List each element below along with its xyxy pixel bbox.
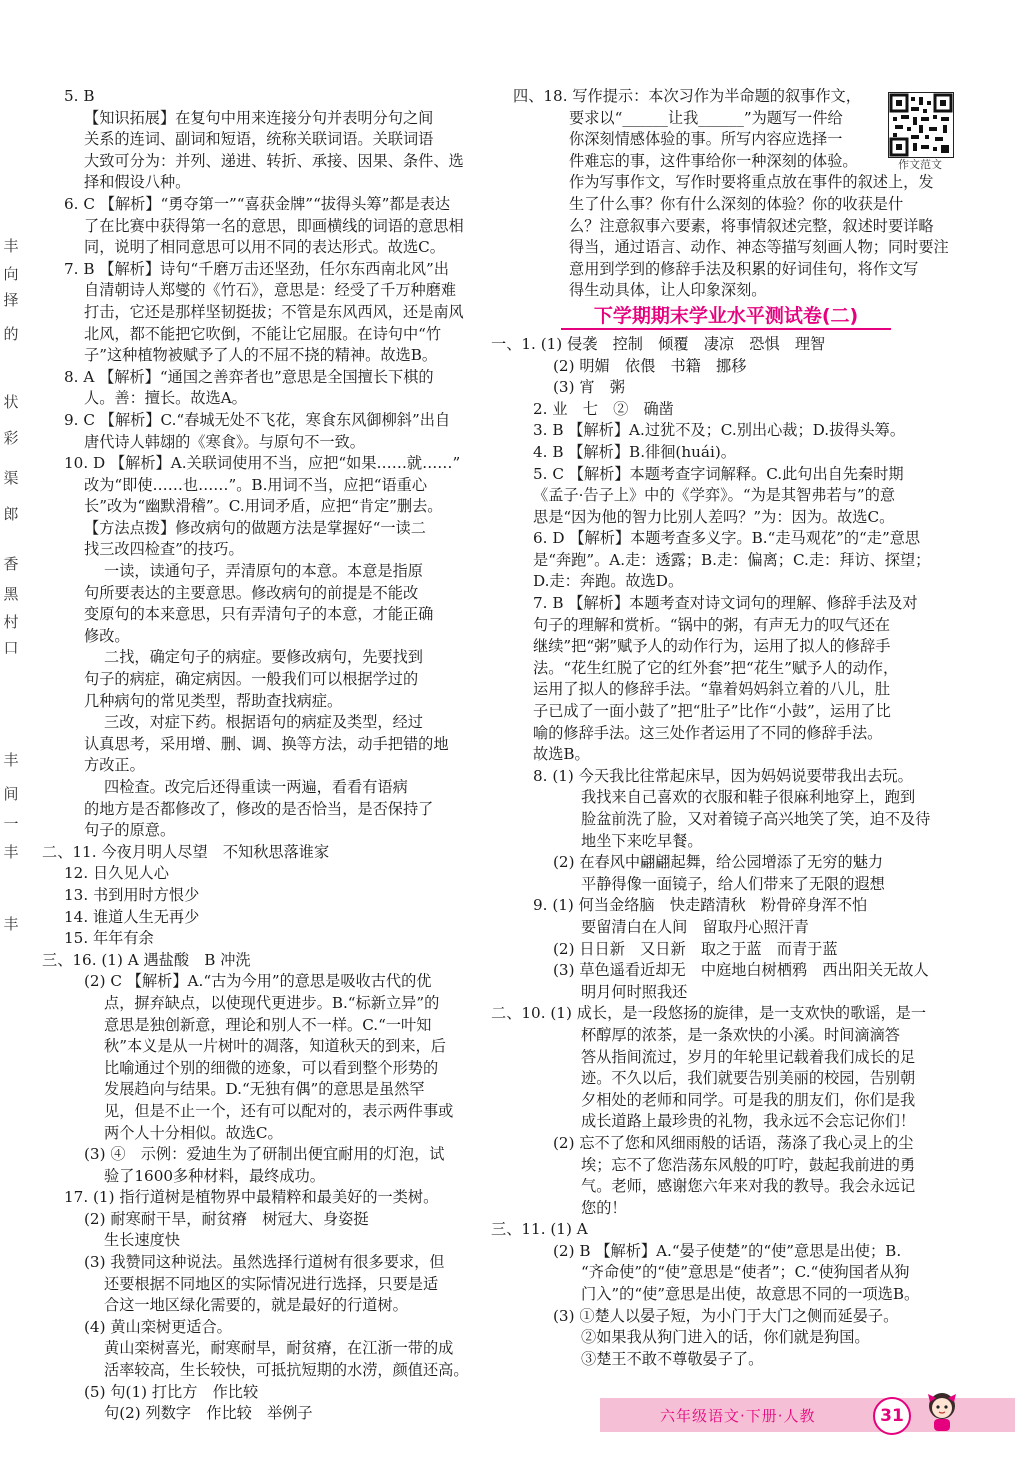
answer-line: 的地方是否都修改了，修改的是否恰当，是否保持了 (84, 799, 434, 818)
margin-char: 黑 (3, 585, 19, 603)
answer-line: 《孟子·告子上》中的《学弈》。“为是其智弗若与”的意 (533, 486, 896, 505)
answer-line: 见，但是不止一个，还有可以配对的，表示两件事或 (104, 1101, 454, 1120)
answer-line: 答从指间流过，岁月的年轮里记载着我们成长的足 (581, 1047, 916, 1066)
answer-line: 明月何时照我还 (581, 982, 688, 1001)
answer-line: 子已成了一面小鼓了”把“肚子”比作“小鼓”，运用了比 (533, 702, 891, 721)
answer-line: 两个人十分相似。故选C。 (104, 1123, 283, 1142)
answer-line: (2) 日日新 又日新 取之于蓝 而青于蓝 (553, 939, 838, 958)
answer-line: 得当，通过语言、动作、神态等描写刻画人物；同时要注 (569, 238, 949, 257)
answer-line: 门入”的“使”意思是出使，故意思不同的一项选B。 (581, 1285, 920, 1304)
answer-line: 变原句的本来意思，只有弄清句子的本意，才能正确 (84, 605, 434, 624)
answer-line: 三、16. (1) A 遇盐酸 B 冲洗 (42, 950, 251, 969)
answer-line: 生长速度快 (104, 1231, 180, 1250)
answer-line: 运用了拟人的修辞手法。“靠着妈妈斜立着的八儿，肚 (533, 680, 891, 699)
answer-line: 4. B 【解析】B.徘徊(huái)。 (533, 442, 736, 461)
right-column (491, 86, 953, 1370)
margin-char: 丰 (3, 751, 19, 769)
answer-line: 大致可分为：并列、递进、转折、承接、因果、条件、选 (84, 151, 464, 170)
answer-line: 3. B 【解析】A.过犹不及；C.别出心裁；D.拔得头筹。 (533, 421, 906, 440)
answer-line: 修改。 (84, 626, 130, 645)
answer-line: 12. 日久见人心 (64, 864, 169, 883)
answer-line: (3) ④ 示例：爱迪生为了研制出便宜耐用的灯泡，试 (84, 1145, 445, 1164)
answer-line: 打击，它还是那样坚韧挺拔；不管是东风西风，还是南风 (84, 302, 464, 321)
answer-line: 二、10. (1) 成长，是一段悠扬的旋律，是一支欢快的歌谣，是一 (491, 1004, 927, 1023)
answer-line: 17. (1) 指行道树是植物界中最精粹和最美好的一类树。 (64, 1188, 439, 1207)
answer-line: 意用到学到的修辞手法及积累的好词佳句，将作文写 (569, 259, 919, 278)
answer-line: 点，摒弃缺点，以使现代更进步。B.“标新立异”的 (104, 993, 440, 1012)
answer-line: 一读，读通句子，弄清原句的本意。本意是指原 (104, 562, 423, 581)
answer-line: (2) 在春风中翩翩起舞，给公园增添了无穷的魅力 (553, 853, 884, 872)
answer-line: 句子的原意。 (84, 821, 176, 840)
margin-char: 丰 (3, 915, 19, 933)
margin-char: 间 (3, 785, 19, 803)
answer-line: 8. (1) 今天我比往常起床早，因为妈妈说要带我出去玩。 (533, 766, 913, 785)
answer-line: (2) 忘不了您和风细雨般的话语，荡涤了我心灵上的尘 (553, 1133, 914, 1152)
answer-line: 黄山栾树喜光，耐寒耐旱，耐贫瘠，在江浙一带的成 (104, 1339, 454, 1358)
answer-line: 埃；忘不了您浩荡东风般的叮咛，鼓起我前进的勇 (581, 1155, 916, 1174)
margin-char: 彩 (3, 429, 19, 447)
answer-line: 合这一地区绿化需要的，就是最好的行道树。 (104, 1296, 408, 1315)
answer-line: (3) ①楚人以晏子短，为小门于大门之侧而延晏子。 (553, 1306, 899, 1325)
answer-line: 7. B 【解析】诗句“千磨万击还坚劲，任尔东西南北风”出 (64, 259, 449, 278)
answer-line: 自清朝诗人郑燮的《竹石》，意思是：经受了千万种磨难 (84, 281, 457, 300)
answer-line: 方改正。 (84, 756, 145, 775)
answer-line: 6. C 【解析】“勇夺第一”“喜获金牌”“拔得头筹”都是表达 (64, 194, 451, 213)
answer-line: 句子的理解和赏析。“锅中的粥，有声无力的叹气还在 (533, 615, 891, 634)
margin-char: 状 (3, 393, 19, 411)
answer-line: D.走：奔跑。故选D。 (533, 572, 684, 591)
margin-char: 丰 (3, 843, 19, 861)
answer-line: 秋”本义是从一片树叶的凋落，知道秋天的到来，后 (104, 1037, 446, 1056)
answer-line: (2) C 【解析】A.“古为今用”的意思是吸收古代的优 (84, 972, 432, 991)
answer-line: 喻的修辞手法。这三处作者运用了不同的修辞手法。 (533, 723, 883, 742)
answer-line: 验了1600多种材料，最终成功。 (104, 1166, 325, 1185)
qr-caption: 作文范文 (898, 158, 942, 171)
answer-line: 平静得像一面镜子，给人们带来了无限的遐想 (581, 874, 885, 893)
answer-line: 改为“即使……也……”。B.用词不当，应把“语重心 (84, 475, 428, 494)
margin-char: 村 (3, 613, 19, 631)
answer-line: 杯醇厚的浓茶，是一条欢快的小溪。时间滴滴答 (581, 1025, 900, 1044)
answer-line: 句(2) 列数字 作比较 举例子 (104, 1404, 313, 1423)
answer-line: 9. (1) 何当金络脑 快走踏清秋 粉骨碎身浑不怕 (533, 896, 868, 915)
answer-list (491, 334, 953, 1371)
margin-char: 香 (3, 555, 19, 573)
answer-line: (3) 宵 粥 (553, 378, 625, 397)
answer-line: ②如果我从狗门进入的话，你们就是狗国。 (581, 1328, 870, 1347)
answer-line: 是“奔跑”。A.走：透露；B.走：偏离；C.走：拜访、探望； (533, 550, 931, 569)
answer-line: (3) 我赞同这种说法。虽然选择行道树有很多要求，但 (84, 1253, 445, 1272)
page-number: 31 (873, 1397, 911, 1435)
answer-line: 认真思考，采用增、删、调、换等方法，动手把错的地 (84, 734, 449, 753)
answer-line: 地坐下来吃早餐。 (581, 831, 703, 850)
answer-line: 长”改为“幽默滑稽”。C.用词矛盾，应把“肯定”删去。 (84, 497, 443, 516)
answer-line: 作为写事作文，写作时要将重点放在事件的叙述上，发 (569, 173, 934, 192)
answer-line: 气。老师，感谢您六年来对我的教导。我会永远记 (581, 1177, 916, 1196)
left-column (42, 86, 490, 1425)
margin-char: 的 (3, 325, 19, 343)
answer-line: 要求以“______让我______”为题写一件给 (569, 108, 843, 127)
answer-line: 6. D 【解析】本题考查多义字。B.“走马观花”的“走”意思 (533, 529, 921, 548)
answer-line: 13. 书到用时方恨少 (64, 885, 200, 904)
answer-line: 子”这种植物被赋予了人的不屈不挠的精神。故选B。 (84, 346, 438, 365)
answer-line: 二找，确定句子的病症。要修改病句，先要找到 (104, 648, 423, 667)
answer-line: (5) 句(1) 打比方 作比较 (84, 1382, 259, 1401)
answer-line: 三改，对症下药。根据语句的病症及类型，经过 (104, 713, 423, 732)
answer-line: 得生动具体，让人印象深刻。 (569, 281, 767, 300)
answer-line: 发展趋向与结果。D.“无独有偶”的意思是虽然罕 (104, 1080, 425, 1099)
answer-line: ③楚王不敢不尊敬晏子了。 (581, 1349, 764, 1368)
answer-line: 10. D 【解析】A.关联词使用不当，应把“如果……就……” (64, 454, 461, 473)
answer-line: 四检查。改完后还得重读一两遍，看看有语病 (104, 778, 408, 796)
answer-line: 脸盆前洗了脸，又对着镜子高兴地笑了笑，迫不及待 (581, 810, 931, 828)
answer-line: 么？注意叙事六要素，将事情叙述完整，叙述时要详略 (569, 216, 934, 235)
margin-char: 向 (3, 265, 19, 283)
answer-line: 了在比赛中获得第一名的意思，即画横线的词语的意思相 (84, 216, 464, 235)
answer-line: 一、1. (1) 侵袭 控制 倾覆 凄凉 恐惧 理智 (491, 334, 826, 353)
answer-line: 迹。不久以后，我们就要告别美丽的校园，告别朝 (581, 1069, 916, 1088)
margin-char: 渠 (3, 469, 19, 487)
answer-line: 7. B 【解析】本题考查对诗文词句的理解、修辞手法及对 (533, 594, 918, 613)
answer-line: (4) 黄山栾树更适合。 (84, 1317, 232, 1336)
answer-line: 比喻通过个别的细微的迹象，可以看到整个形势的 (104, 1058, 439, 1077)
answer-line: 思是“因为他的智力比别人差吗？”为：因为。故选C。 (533, 507, 895, 526)
answer-line: 故选B。 (533, 745, 590, 764)
answer-line: “齐命使”的“使”意思是“使者”；C.“使狗国者从狗 (581, 1263, 910, 1282)
answer-line: 【方法点拨】修改病句的做题方法是掌握好“一读二 (84, 518, 426, 537)
answer-line: 找三改四检查”的技巧。 (84, 540, 244, 559)
answer-line: 活率较高，生长较快，可抵抗短期的水涝，颜值还高。 (104, 1361, 469, 1380)
answer-line: 北风，都不能把它吹倒，不能让它屈服。在诗句中“竹 (84, 324, 442, 343)
answer-line: 要留清白在人间 留取丹心照汗青 (581, 917, 809, 936)
answer-line: 同，说明了相同意思可以用不同的表达形式。故选C。 (84, 238, 445, 257)
answer-line: 9. C 【解析】C.“春城无处不飞花，寒食东风御柳斜”出自 (64, 410, 451, 429)
girl-mascot-icon (920, 1386, 964, 1434)
essay-prompt-block (513, 86, 953, 302)
margin-char: 郎 (3, 505, 19, 523)
answer-line: 2. 业 七 ② 确凿 (533, 399, 674, 418)
answer-line: 夕相处的老师和同学。可是我的朋友们，你们是我 (581, 1090, 916, 1109)
answer-line: 三、11. (1) A (491, 1220, 588, 1239)
answer-line: 人。善：擅长。故选A。 (84, 389, 247, 408)
answer-line: 成长道路上最珍贵的礼物，我永远不会忘记你们！ (581, 1112, 916, 1131)
answer-line: 5. C 【解析】本题考查字词解释。C.此句出自先秦时期 (533, 464, 904, 483)
margin-char: 一 (3, 815, 19, 833)
answer-line: 几种病句的常见类型，帮助查找病症。 (84, 691, 343, 710)
margin-char: 丰 (3, 237, 19, 255)
qr-code-icon[interactable] (888, 92, 954, 158)
answer-line: 唐代诗人韩翃的《寒食》。与原句不一致。 (84, 432, 365, 451)
answer-line: 继续”把“粥”赋予人的动作行为，运用了拟人的修辞手 (533, 637, 891, 656)
answer-line: 你深刻情感体验的事。所写内容应选择一 (569, 130, 843, 149)
margin-char: 择 (3, 291, 19, 309)
answer-line: 意思是独创新意，理论和别人不一样。C.“一叶知 (104, 1015, 432, 1034)
answer-line: 件难忘的事，这件事给你一种深刻的体验。 (569, 151, 858, 170)
answer-line: 关系的连词、副词和短语，统称关联词语。关联词语 (84, 130, 434, 149)
answer-line: 我找来自己喜欢的衣服和鞋子很麻利地穿上，跑到 (581, 788, 916, 807)
answer-line: 【知识拓展】在复句中用来连接分句并表明分句之间 (84, 108, 434, 127)
answer-line: 句子的病症，确定病因。一般我们可以根据学过的 (84, 670, 419, 689)
answer-line: 14. 谁道人生无再少 (64, 907, 200, 926)
answer-line: 四、18. 写作提示：本次习作为半命题的叙事作文， (513, 87, 861, 105)
answer-line: 生了什么事？你有什么深刻的体验？你的收获是什 (569, 194, 904, 213)
answer-line: 8. A 【解析】“通国之善弈者也”意思是全国擅长下棋的 (64, 367, 434, 386)
answer-line: (2) 耐寒耐干旱，耐贫瘠 树冠大、身姿挺 (84, 1209, 369, 1228)
left-margin-text (0, 0, 22, 1476)
margin-char: 口 (3, 639, 19, 657)
footer-label: 六年级语文·下册·人教 (660, 1407, 816, 1425)
answer-line: 还要根据不同地区的实际情况进行选择，只要是适 (104, 1274, 439, 1293)
answer-line: 择和假设八种。 (84, 173, 191, 192)
answer-line: 句所要表达的主要意思。修改病句的前提是不能改 (84, 583, 419, 602)
answer-line: 您的！ (581, 1198, 627, 1217)
answer-line: (2) B 【解析】A.“晏子使楚”的“使”意思是出使；B. (553, 1241, 902, 1260)
answer-line: (3) 草色遥看近却无 中庭地白树栖鸦 西出阳关无故人 (553, 961, 929, 980)
section-title: 下学期期末学业水平测试卷(二) (561, 304, 891, 330)
answer-line: 法。“花生红脱了它的红外套”把“花生”赋予人的动作， (533, 658, 899, 677)
answer-line: 5. B (64, 87, 95, 105)
answer-line: (2) 明媚 依偎 书籍 挪移 (553, 356, 747, 375)
answer-line: 二、11. 今夜月明人尽望 不知秋思落谁家 (42, 842, 330, 861)
answer-line: 15. 年年有余 (64, 929, 154, 948)
